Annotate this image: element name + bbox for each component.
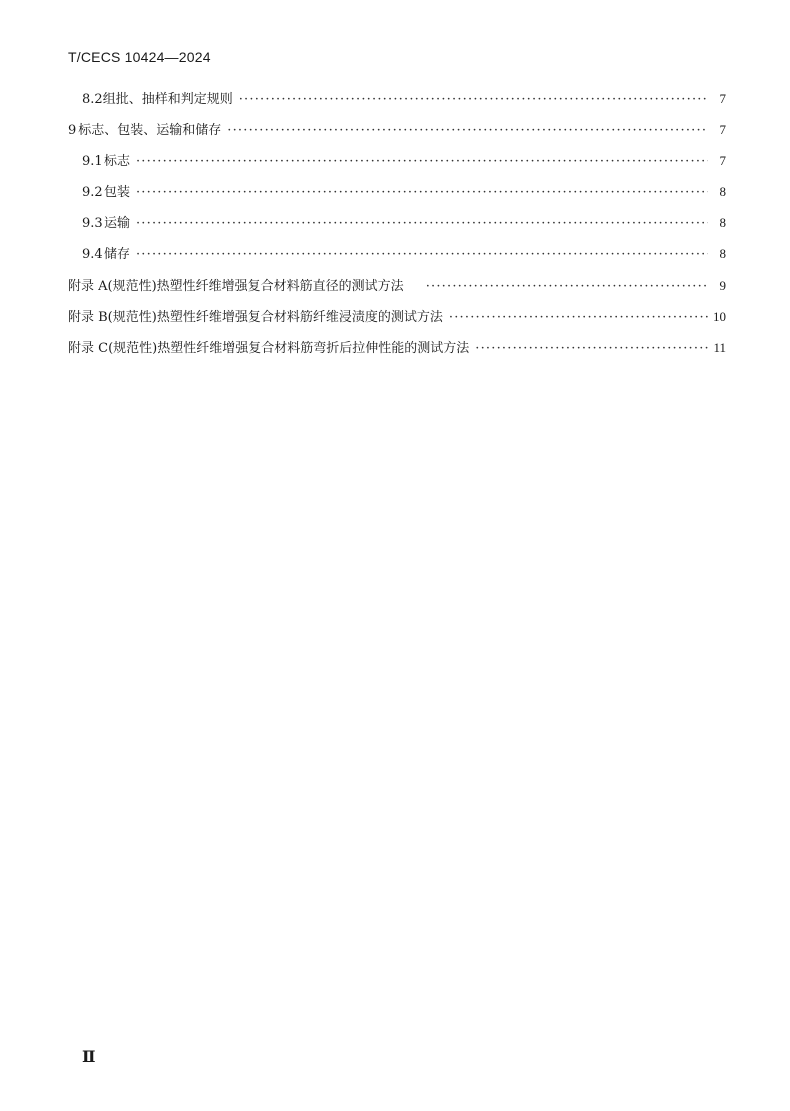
toc-entry-number: 9.1 [82,154,103,169]
toc-entry-8-2[interactable] [0,89,790,109]
toc-entry-appendix-a[interactable] [0,276,790,296]
page-number: Ⅱ [82,1049,96,1066]
toc-entry-number: 附录 B(规范性) [68,310,157,325]
toc-entry-9[interactable] [0,120,790,140]
toc-entry-appendix-c[interactable] [0,338,790,358]
toc-entry-number: 9 [68,123,77,138]
toc-leader-dots [136,183,708,203]
toc-entry-title: 标志、包装、运输和储存 [78,123,222,138]
toc-entry-number: 附录 A(规范性) [68,279,157,294]
toc-entry-page: 10 [713,309,726,324]
toc-entry-page: 8 [719,246,726,261]
toc-entry-page: 7 [719,153,726,168]
toc-entry-page: 7 [719,91,726,106]
toc-leader-dots [475,339,708,359]
toc-leader-dots [449,308,708,328]
toc-entry-number: 9.4 [82,247,103,262]
toc-entry-title: 热塑性纤维增强复合材料筋纤维浸渍度的测试方法 [156,310,443,325]
toc-entry-number: 9.3 [82,216,103,231]
toc-leader-dots [426,277,708,297]
toc-entry-appendix-b[interactable] [0,307,790,327]
toc-entry-9-1[interactable] [0,151,790,171]
toc-entry-page: 7 [719,122,726,137]
toc-entry-number: 8.2 [82,92,103,107]
toc-entry-page: 11 [713,340,726,355]
toc-entry-title: 运输 [103,216,130,231]
toc-entry-9-4[interactable] [0,244,790,264]
toc-entry-number: 9.2 [82,185,103,200]
toc-entry-title: 热塑性纤维增强复合材料筋弯折后拉伸性能的测试方法 [157,341,470,356]
toc-entry-title: 标志 [103,154,130,169]
toc-entry-page: 9 [719,278,726,293]
toc-entry-title: 热塑性纤维增强复合材料筋直径的测试方法 [156,279,404,294]
toc-entry-page: 8 [719,184,726,199]
toc-entry-title: 储存 [103,247,130,262]
document-code: T/CECS 10424—2024 [68,49,211,65]
toc-entry-title: 组批、抽样和判定规则 [102,92,233,107]
toc-entry-page: 8 [719,215,726,230]
toc-entry-number: 附录 C(规范性) [68,341,158,356]
toc-leader-dots [239,90,708,110]
toc-leader-dots [227,121,708,141]
toc-leader-dots [136,152,708,172]
toc-leader-dots [136,214,708,234]
toc-entry-9-3[interactable] [0,213,790,233]
toc-entry-title: 包装 [103,185,130,200]
toc-entry-9-2[interactable] [0,182,790,202]
toc-leader-dots [136,245,708,265]
